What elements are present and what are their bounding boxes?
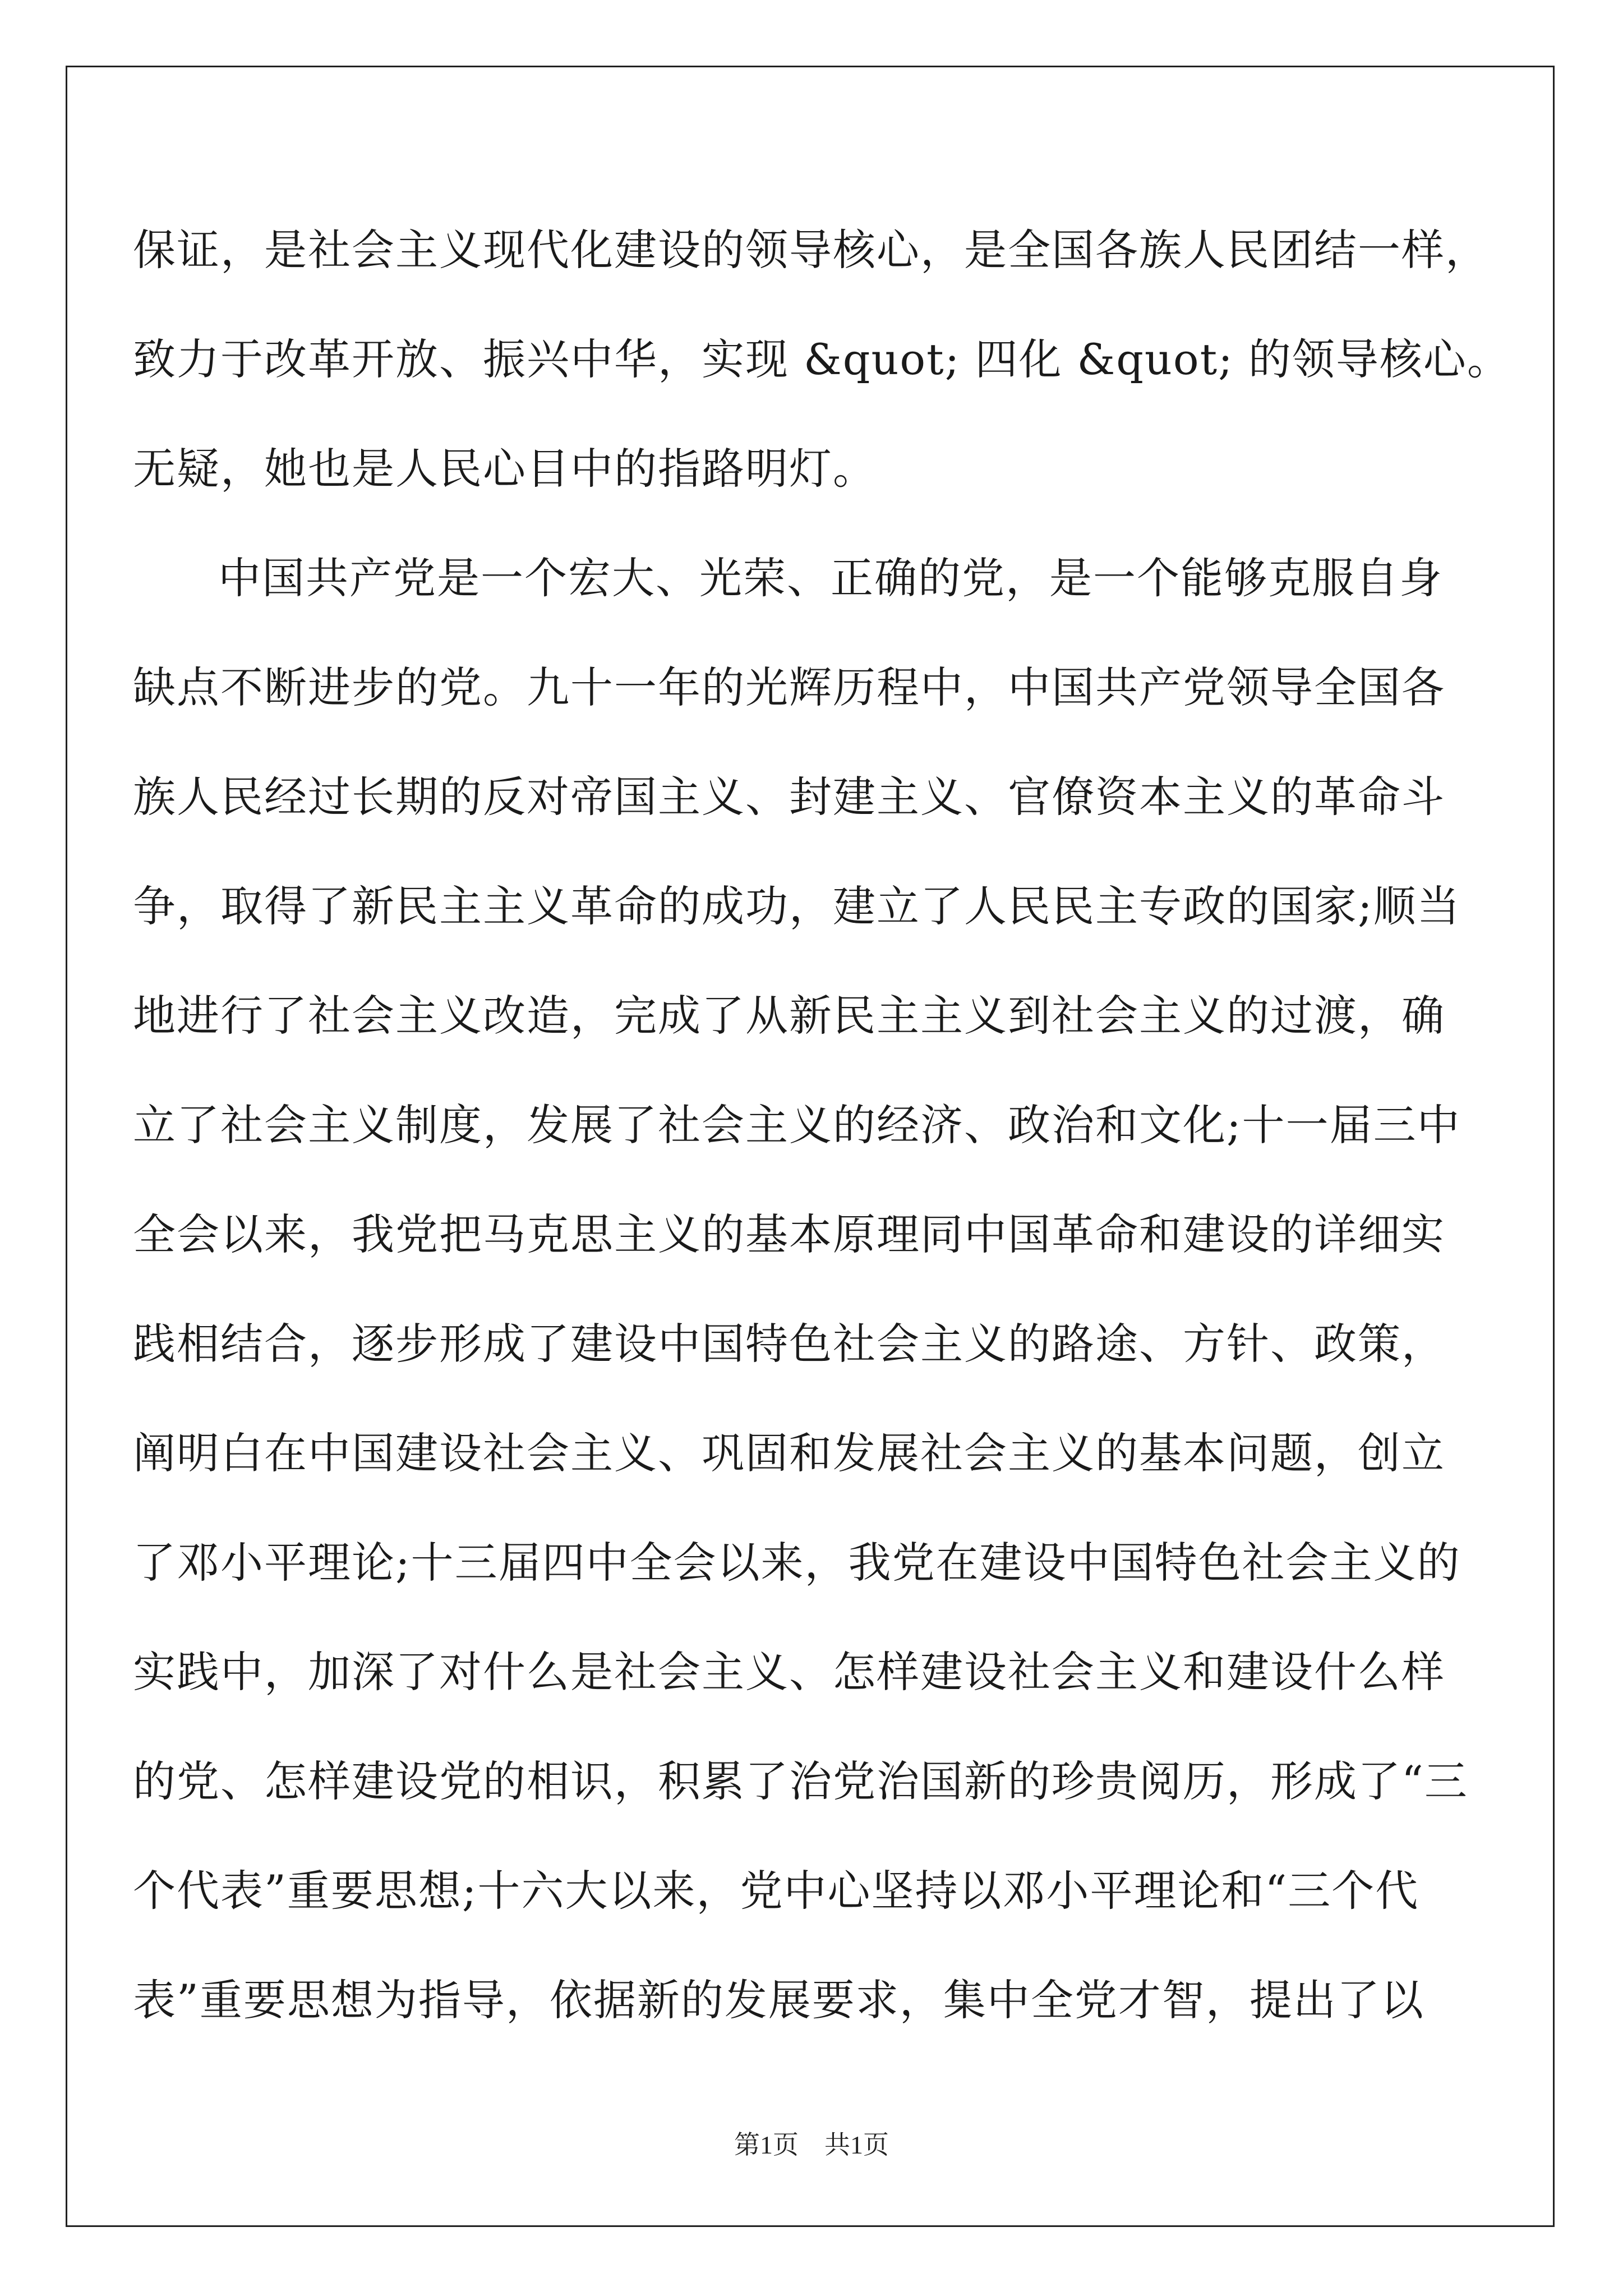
text-line-15: 的党、怎样建设党的相识，积累了治党治国新的珍贵阅历，形成了“三 (133, 1756, 1468, 1806)
text-line-11: 践相结合，逐步形成了建设中国特色社会主义的路途、方针、政策， (133, 1319, 1445, 1369)
paragraph-start-line: 中国共产党是一个宏大、光荣、正确的党，是一个能够克服自身 (218, 553, 1443, 603)
text-line-16: 个代表”重要思想;十六大以来，党中心坚持以邓小平理论和“三个代 (133, 1866, 1419, 1916)
text-line-2: 致力于改革开放、振兴中华，实现 &quot; 四化 &quot; 的领导核心。 (133, 334, 1511, 384)
text-line-1: 保证，是社会主义现代化建设的领导核心，是全国各族人民团结一样， (133, 225, 1489, 275)
page-number-footer: 第1页 共1页 (734, 2131, 889, 2159)
text-line-3: 无疑，她也是人民心目中的指路明灯。 (133, 444, 877, 494)
text-line-10: 全会以来，我党把马克思主义的基本原理同中国革命和建设的详细实 (133, 1209, 1445, 1259)
text-line-7: 争，取得了新民主主义革命的成功，建立了人民民主专政的国家;顺当 (133, 881, 1461, 931)
text-line-14: 实践中，加深了对什么是社会主义、怎样建设社会主义和建设什么样 (133, 1647, 1445, 1697)
text-line-6: 族人民经过长期的反对帝国主义、封建主义、官僚资本主义的革命斗 (133, 772, 1445, 822)
text-line-9: 立了社会主义制度，发展了社会主义的经济、政治和文化;十一届三中 (133, 1100, 1461, 1150)
text-line-17: 表”重要思想为指导，依据新的发展要求，集中全党才智，提出了以 (133, 1975, 1424, 2025)
text-line-13: 了邓小平理论;十三届四中全会以来，我党在建设中国特色社会主义的 (133, 1538, 1461, 1588)
text-line-12: 阐明白在中国建设社会主义、巩固和发展社会主义的基本问题，创立 (133, 1428, 1445, 1478)
text-line-8: 地进行了社会主义改造，完成了从新民主主义到社会主义的过渡，确 (133, 991, 1445, 1041)
text-line-5: 缺点不断进步的党。九十一年的光辉历程中，中国共产党领导全国各 (133, 662, 1445, 712)
